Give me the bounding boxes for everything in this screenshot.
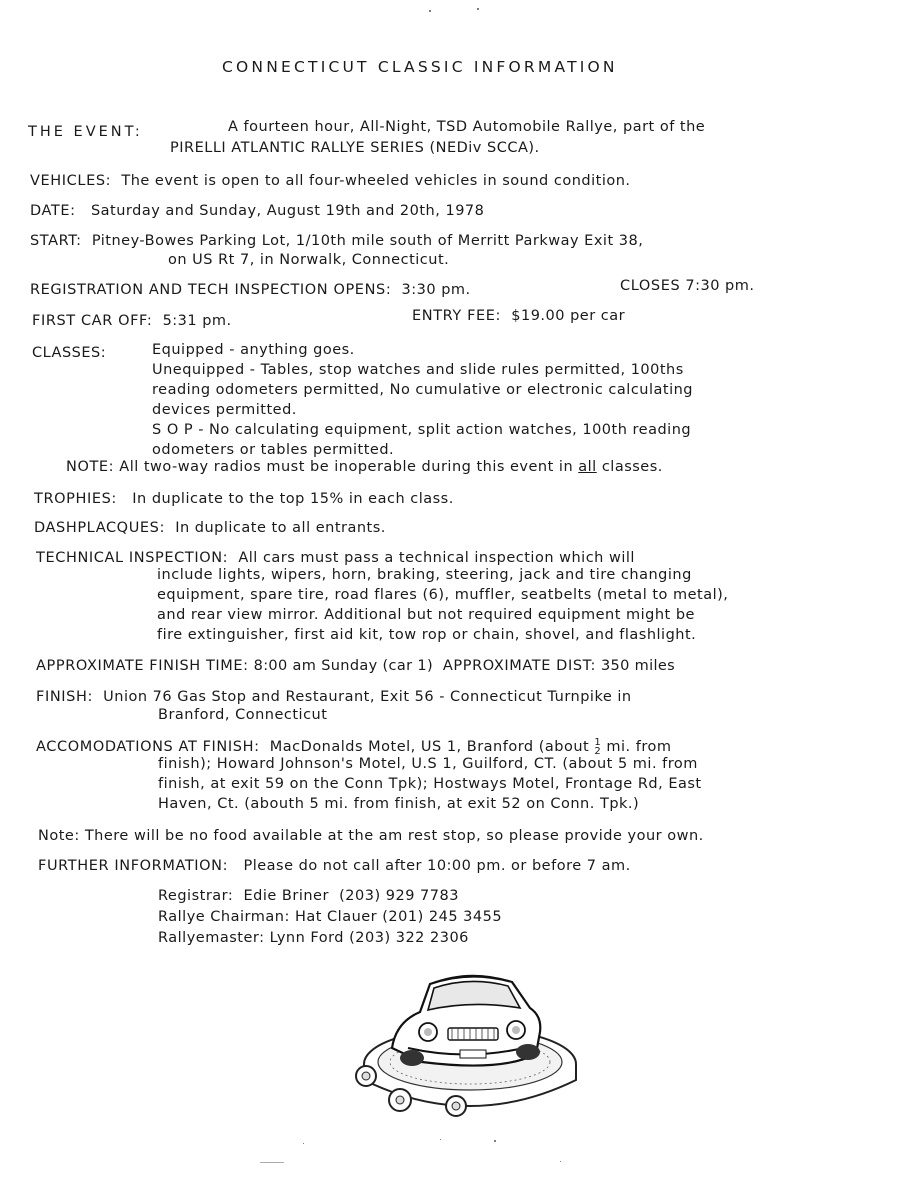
- contact-name: Edie Briner: [243, 888, 329, 904]
- contacts-list: [158, 886, 502, 949]
- technical-line: equipment, spare tire, road flares (6), muffler, seatbelts (metal to metal),: [157, 587, 729, 603]
- accommodations-line: Haven, Ct. (abouth 5 mi. from finish, at exit 52 on Conn. Tpk.): [158, 796, 640, 812]
- date-text: Saturday and Sunday, August 19th and 20th, 1978: [90, 203, 485, 219]
- car-on-stopwatch-icon: [352, 962, 582, 1120]
- food-note: Note: There will be no food available at the am rest stop, so please provide your own.: [38, 828, 704, 844]
- finish-line-2: Branford, Connecticut: [158, 707, 328, 723]
- contact-row: [158, 886, 502, 907]
- dashplacques-text: In duplicate to all entrants.: [175, 520, 386, 536]
- registration-closes-label: CLOSES: [620, 278, 681, 294]
- technical-line-1: All cars must pass a technical inspection which will: [238, 550, 635, 566]
- contact-row: [158, 907, 502, 928]
- note-text-before: All two-way radios must be inoperable during this event in: [119, 459, 574, 475]
- contact-row: [158, 928, 502, 949]
- scan-speck: [560, 1161, 561, 1162]
- classes-label: CLASSES:: [32, 345, 107, 361]
- vehicles-text: The event is open to all four-wheeled vehicles in sound condition.: [121, 173, 631, 189]
- technical-list: [157, 565, 728, 645]
- accommodations-line-1-end: mi. from: [606, 739, 672, 755]
- contact-role: Registrar:: [158, 888, 234, 904]
- further-row: [38, 856, 631, 877]
- approx-row: [36, 656, 675, 677]
- contact-role: Rallyemaster:: [158, 930, 265, 946]
- further-text: Please do not call after 10:00 pm. or before 7 am.: [243, 858, 631, 874]
- event-line-2: PIRELLI ATLANTIC RALLYE SERIES (NEDiv SCCA).: [170, 140, 540, 156]
- dashplacques-row: [34, 518, 386, 539]
- contact-name: Hat Clauer: [294, 909, 378, 925]
- date-row: [30, 201, 484, 222]
- approx-finish-label: APPROXIMATE FINISH TIME:: [36, 658, 249, 674]
- contact-phone: (203) 929 7783: [339, 888, 459, 904]
- accommodations-list: [158, 754, 702, 814]
- first-car-label: FIRST CAR OFF:: [32, 313, 153, 329]
- start-line-2: on US Rt 7, in Norwalk, Connecticut.: [168, 252, 450, 268]
- approx-dist-label: APPROXIMATE DIST:: [442, 658, 596, 674]
- page-title: CONNECTICUT CLASSIC INFORMATION: [222, 58, 618, 76]
- classes-line: S O P - No calculating equipment, split action watches, 100th reading: [152, 422, 692, 438]
- classes-line: Unequipped - Tables, stop watches and slide rules permitted, 100ths: [152, 362, 684, 378]
- registration-closes-row: [620, 276, 755, 297]
- event-section: [28, 122, 143, 143]
- registration-closes: 7:30 pm.: [685, 278, 755, 294]
- classes-line: Equipped - anything goes.: [152, 342, 355, 358]
- vehicles-label: VEHICLES:: [30, 173, 112, 189]
- registration-row: [30, 280, 471, 301]
- trophies-label: TROPHIES:: [34, 491, 117, 507]
- scan-speck: [303, 1143, 304, 1144]
- trophies-row: [34, 489, 454, 510]
- approx-finish-time: 8:00 am Sunday (car 1): [253, 658, 433, 674]
- scan-speck: [260, 1162, 284, 1163]
- scan-speck: [429, 10, 431, 12]
- classes-line: devices permitted.: [152, 402, 297, 418]
- classes-note: [66, 457, 663, 478]
- technical-line: include lights, wipers, horn, braking, steering, jack and tire changing: [157, 567, 692, 583]
- accommodations-line-1: MacDonalds Motel, US 1, Branford (about: [269, 739, 590, 755]
- classes-list: [152, 340, 693, 460]
- technical-line: and rear view mirror. Additional but not required equipment might be: [157, 607, 695, 623]
- entry-fee-label: ENTRY FEE:: [412, 308, 502, 324]
- accommodations-line: finish, at exit 59 on the Conn Tpk); Hostways Motel, Frontage Rd, East: [158, 776, 702, 792]
- finish-label: FINISH:: [36, 689, 93, 705]
- contact-phone: (201) 245 3455: [382, 909, 503, 925]
- half-fraction: 1 2: [594, 737, 602, 757]
- scan-speck: [477, 8, 479, 10]
- accommodations-label: ACCOMODATIONS AT FINISH:: [36, 739, 260, 755]
- technical-label: TECHNICAL INSPECTION:: [36, 550, 229, 566]
- registration-label: REGISTRATION AND TECH INSPECTION OPENS:: [30, 282, 392, 298]
- start-label: START:: [30, 233, 82, 249]
- scan-speck: [440, 1139, 441, 1140]
- entry-fee-row: [412, 306, 625, 327]
- note-label: NOTE:: [66, 459, 115, 475]
- contact-name: Lynn Ford: [269, 930, 345, 946]
- accommodations-line: finish); Howard Johnson's Motel, U.S 1, Guilford, CT. (about 5 mi. from: [158, 756, 698, 772]
- technical-line: fire extinguisher, first aid kit, tow rop or chain, shovel, and flashlight.: [157, 627, 697, 643]
- classes-line: reading odometers permitted, No cumulative or electronic calculating: [152, 382, 694, 398]
- event-label: THE EVENT:: [28, 124, 143, 140]
- dashplacques-label: DASHPLACQUES:: [34, 520, 165, 536]
- note-text-underlined: all: [578, 459, 597, 475]
- approx-dist: 350 miles: [600, 658, 676, 674]
- first-car-row: [32, 311, 232, 332]
- trophies-text: In duplicate to the top 15% in each class.: [132, 491, 454, 507]
- start-row: [30, 231, 643, 252]
- entry-fee-amount: $19.00 per car: [511, 308, 626, 324]
- note-text-after: classes.: [601, 459, 663, 475]
- vehicles-row: [30, 171, 631, 192]
- event-line-1: A fourteen hour, All-Night, TSD Automobile Rallye, part of the: [228, 119, 706, 135]
- start-line-1: Pitney-Bowes Parking Lot, 1/10th mile south of Merritt Parkway Exit 38,: [91, 233, 644, 249]
- finish-line-1: Union 76 Gas Stop and Restaurant, Exit 56 - Connecticut Turnpike in: [103, 689, 632, 705]
- further-label: FURTHER INFORMATION:: [38, 858, 229, 874]
- scan-speck: [494, 1140, 496, 1142]
- classes-line: odometers or tables permitted.: [152, 442, 395, 458]
- first-car-time: 5:31 pm.: [162, 313, 232, 329]
- contact-role: Rallye Chairman:: [158, 909, 290, 925]
- contact-phone: (203) 322 2306: [349, 930, 469, 946]
- date-label: DATE:: [30, 203, 76, 219]
- registration-opens: 3:30 pm.: [401, 282, 471, 298]
- finish-row: [36, 687, 632, 708]
